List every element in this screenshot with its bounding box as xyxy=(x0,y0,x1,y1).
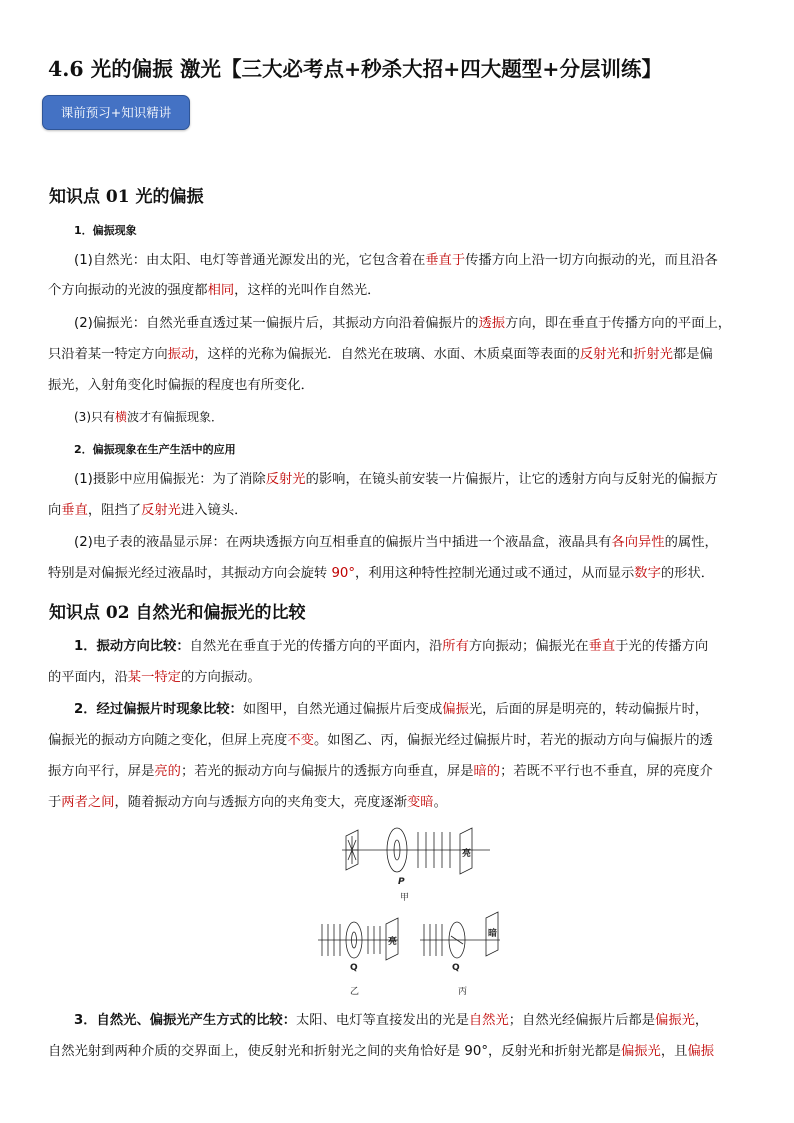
subheading-applications: 2．偏振现象在生产生活中的应用 xyxy=(74,443,236,456)
label-bing: 丙 xyxy=(458,987,468,997)
paragraph-line: 向垂直，阻挡了反射光进入镜头． xyxy=(48,503,248,518)
section-heading-kp01: 知识点 01 光的偏振 xyxy=(49,187,204,207)
paragraph-line: 2．经过偏振片时现象比较：如图甲，自然光通过偏振片后变成偏振光，后面的屏是明亮的，转动偏振片时， xyxy=(74,702,709,717)
paragraph-line: 3．自然光、偏振光产生方式的比较：太阳、电灯等直接发出的光是自然光；自然光经偏振片后都是偏振光， xyxy=(74,1013,709,1028)
paragraph-line: 偏振光的振动方向随之变化，但屏上亮度不变。如图乙、丙，偏振光经过偏振片时，若光的振动方向与偏振片的透 xyxy=(48,733,713,748)
paragraph-line: (1)摄影中应用偏振光：为了消除反射光的影响，在镜头前安装一片偏振片，让它的透射方向与反射光的偏振方 xyxy=(74,472,718,487)
paragraph-line: (1)自然光：由太阳、电灯等普通光源发出的光，它包含着在垂直于传播方向上沿一切方向振动的光，而且沿各 xyxy=(74,253,718,268)
paragraph-line: 振光，入射角变化时偏振的程度也有所变化． xyxy=(48,378,314,393)
paragraph-line: 振方向平行，屏是亮的；若光的振动方向与偏振片的透振方向垂直，屏是暗的；若既不平行也不垂直，屏的亮度介 xyxy=(48,764,713,779)
paragraph-line: 只沿着某一特定方向振动，这样的光称为偏振光．自然光在玻璃、水面、木质桌面等表面的反射光和折射光都是偏 xyxy=(48,347,713,362)
paragraph-line: (3)只有横波才有偏振现象． xyxy=(74,410,224,424)
paragraph-line: 的平面内，沿某一特定的方向振动。 xyxy=(48,670,261,685)
screen-label-dark: 暗 xyxy=(488,929,498,939)
screen-label-bright: 亮 xyxy=(462,849,472,859)
label-yi: 乙 xyxy=(350,987,360,997)
paragraph-line: 自然光射到两种介质的交界面上，使反射光和折射光之间的夹角恰好是 90°，反射光和折射光都是偏振光，且偏振 xyxy=(48,1044,715,1059)
preview-lecture-button[interactable]: 课前预习+知识精讲 xyxy=(42,95,190,130)
paragraph-line: 特别是对偏振光经过液晶时，其振动方向会旋转 90°，利用这种特性控制光通过或不通过，从而显示数字的形状． xyxy=(48,566,715,581)
label-p: P xyxy=(398,877,405,887)
label-q: Q xyxy=(452,963,460,973)
paragraph-line: 于两者之间，随着振动方向与透振方向的夹角变大，亮度逐渐变暗。 xyxy=(48,795,447,810)
label-q: Q xyxy=(350,963,358,973)
paragraph-line: 个方向振动的光波的强度都相同，这样的光叫作自然光． xyxy=(48,283,381,298)
paragraph-line: (2)偏振光：自然光垂直透过某一偏振片后，其振动方向沿着偏振片的透振方向，即在垂直于传播方向的平面上， xyxy=(74,316,732,331)
screen-label-bright: 亮 xyxy=(388,937,398,947)
page-title: 4.6 光的偏振 激光【三大必考点+秒杀大招+四大题型+分层训练】 xyxy=(48,57,662,81)
paragraph-line: (2)电子表的液晶显示屏：在两块透振方向互相垂直的偏振片当中插进一个液晶盒，液晶具有各向异性的属性， xyxy=(74,535,718,550)
subheading-polarization-phenomenon: 1．偏振现象 xyxy=(74,224,137,237)
section-heading-kp02: 知识点 02 自然光和偏振光的比较 xyxy=(49,603,306,623)
paragraph-line: 1．振动方向比较：自然光在垂直于光的传播方向的平面内，沿所有方向振动；偏振光在垂直于光的传播方向 xyxy=(74,639,709,654)
label-jia: 甲 xyxy=(400,893,410,903)
polarization-figure xyxy=(300,822,510,1002)
